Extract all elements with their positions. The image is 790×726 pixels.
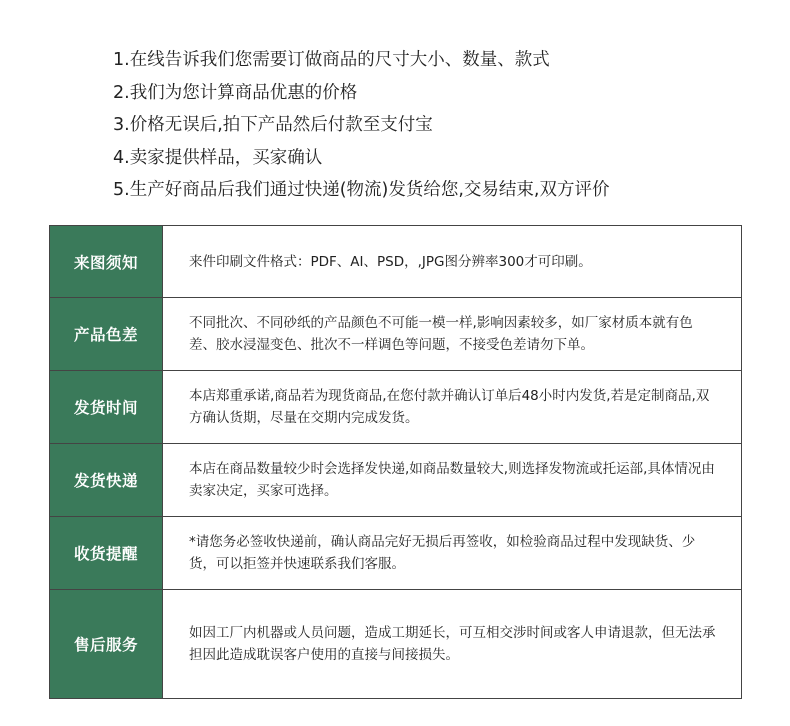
table-row-color-difference	[50, 298, 742, 371]
row-label: 售后服务	[50, 590, 163, 699]
table-row-artwork-notice	[50, 226, 742, 298]
step-item: 5.生产好商品后我们通过快递(物流)发货给您,交易结束,双方评价	[113, 180, 610, 200]
step-item: 2.我们为您计算商品优惠的价格	[113, 82, 358, 103]
row-text: *请您务必签收快递前，确认商品完好无损后再签收，如检验商品过程中发现缺货、少货，可以拒签并快速联系我们客服。	[163, 517, 742, 590]
row-text: 来件印刷文件格式：PDF、AI、PSD，,JPG图分辨率300才可印刷。	[163, 226, 742, 298]
row-label: 产品色差	[50, 298, 163, 371]
row-label: 收货提醒	[50, 517, 163, 590]
table-row-shipping-time	[50, 371, 742, 444]
table-row-receipt-reminder	[50, 517, 742, 590]
step-item: 1.在线告诉我们您需要订做商品的尺寸大小、数量、款式	[113, 50, 550, 70]
row-text: 本店郑重承诺,商品若为现货商品,在您付款并确认订单后48小时内发货,若是定制商品,双方确认货期，尽量在交期内完成发货。	[163, 371, 742, 444]
shop-notice-table	[49, 225, 742, 699]
row-text: 如因工厂内机器或人员问题，造成工期延长，可互相交涉时间或客人申请退款，但无法承担因此造成耽误客户使用的直接与间接损失。	[163, 590, 742, 699]
row-text: 本店在商品数量较少时会选择发快递,如商品数量较大,则选择发物流或托运部,具体情况由卖家决定，买家可选择。	[163, 444, 742, 517]
row-text: 不同批次、不同砂纸的产品颜色不可能一模一样,影响因素较多，如厂家材质本就有色差、胶水浸湿变色、批次不一样调色等问题，不接受色差请勿下单。	[163, 298, 742, 371]
step-item: 3.价格无误后,拍下产品然后付款至支付宝	[113, 115, 433, 135]
row-label: 来图须知	[50, 226, 163, 298]
order-steps-list	[113, 44, 609, 207]
row-label: 发货快递	[50, 444, 163, 517]
table-row-courier	[50, 444, 742, 517]
step-item: 4.卖家提供样品，买家确认	[113, 147, 323, 168]
table-row-after-sales	[50, 590, 742, 699]
row-label: 发货时间	[50, 371, 163, 444]
